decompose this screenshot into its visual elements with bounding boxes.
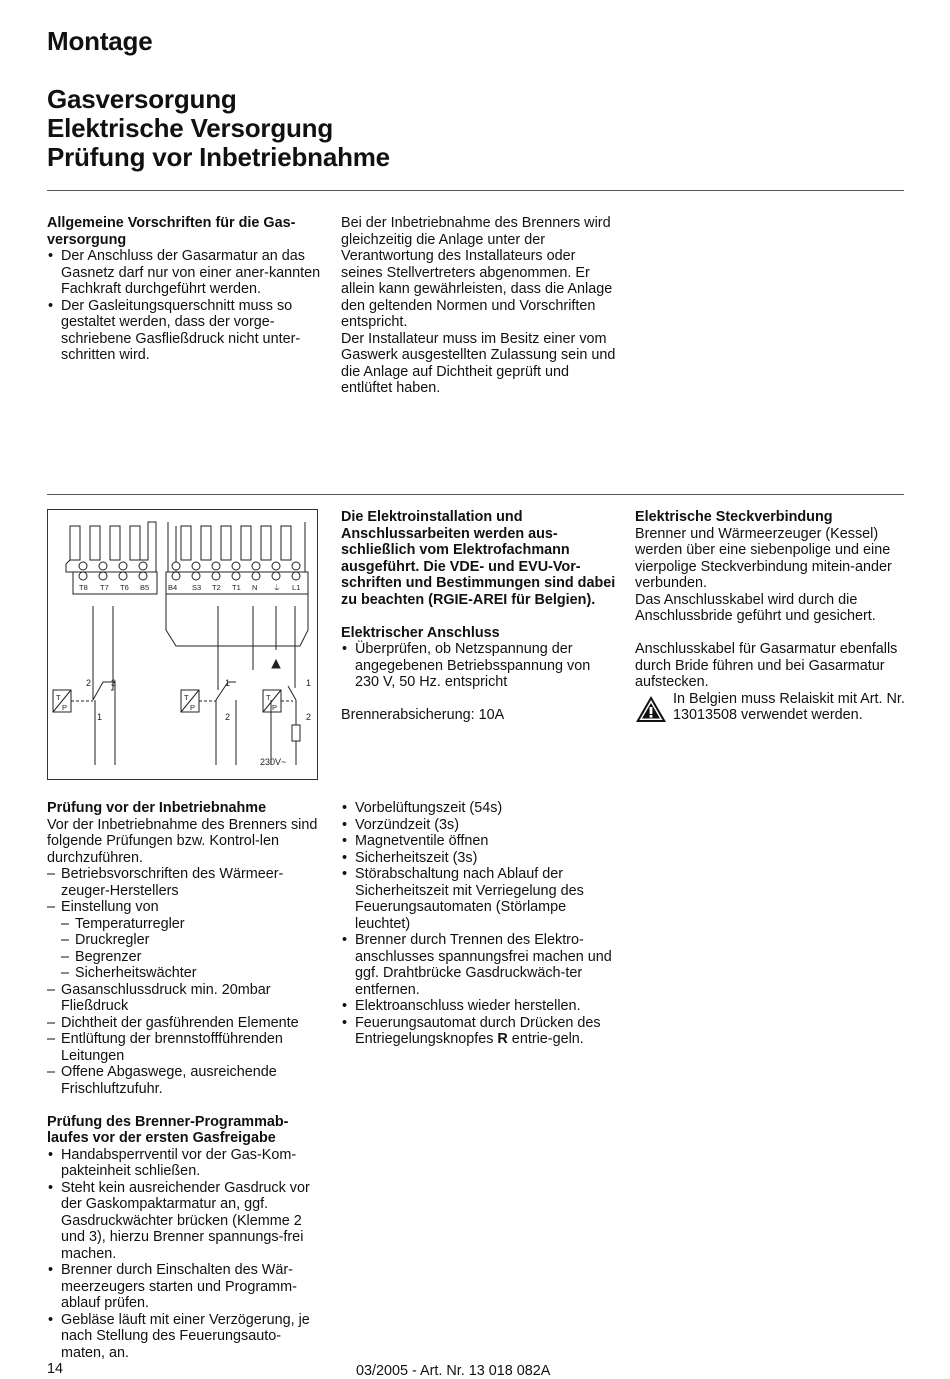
gas-rules-column [47,215,322,364]
electrical-connection-list [341,641,616,691]
reset-key-label: R [497,1031,508,1047]
divider [47,190,904,191]
inspection-heading: Prüfung vor der Inbetriebnahme [47,800,267,816]
paragraph: Brenner und Wärmeerzeuger (Kessel) werden über eine siebenpolige und eine vierpolige Steckverbindung mitein-ander verbunden. [635,525,892,591]
list-item-text: entrie-geln. [507,1031,584,1047]
terminal-label: T8 [79,583,88,592]
warning-text: In Belgien muss Relaiskit mit Art. Nr. 13013508 verwendet werden. [673,690,905,723]
gas-rules-heading: Allgemeine Vorschriften für die Gas-versorgung [47,215,296,248]
warning-icon [635,695,667,723]
list-item: – Offene Abgaswege, ausreichende Frischluftzufuhr. [47,1064,322,1097]
terminal-label: T2 [212,583,221,592]
list-item: – Begrenzer [61,949,322,966]
list-item: • Vorbelüftungszeit (54s) [341,800,616,817]
list-item: – Betriebsvorschriften des Wärmeer-zeuger-Herstellers [47,866,322,899]
wiring-diagram [47,509,318,780]
inspection-list [47,866,322,1097]
inspection-intro: Vor der Inbetriebnahme des Brenners sind folgende Prüfungen bzw. Kontrol-len durchzuführen. [47,816,318,866]
page-title-line: Gasversorgung [47,84,237,114]
list-item: • Sicherheitszeit (3s) [341,850,616,867]
list-item: • Der Anschluss der Gasarmatur an das Gasnetz darf nur von einer aner-kannten Fachkraft durchgeführt werden. [47,248,322,298]
settings-sublist [61,916,322,982]
list-item: • Überprüfen, ob Netzspannung der angegebenen Betriebsspannung von 230 V, 50 Hz. entspricht [341,641,616,691]
thermostat-icon: P [272,703,278,712]
terminal-label: B4 [168,583,178,592]
thermostat-icon: P [190,703,196,712]
plug-connection-heading: Elektrische Steckverbindung [635,509,833,525]
divider [47,494,904,495]
fuse-rating: Brennerabsicherung: 10A [341,707,505,723]
list-item: • Steht kein ausreichender Gasdruck vor der Gaskompaktarmatur an, ggf. Gasdruckwächter brücken (Klemme 2 und 3), hierzu Brenner spannungs-frei machen. [47,1180,322,1263]
wire-number: 2 [306,712,312,722]
list-item: • Magnetventile öffnen [341,833,616,850]
document-reference: 03/2005 - Art. Nr. 13 018 082A [356,1363,551,1379]
list-item: • Vorzündzeit (3s) [341,817,616,834]
list-item: • Elektroanschluss wieder herstellen. [341,998,616,1015]
list-item [341,1015,616,1048]
terminal-label: B5 [140,583,150,592]
terminal-label: T7 [100,583,109,592]
list-item: – Entlüftung der brennstoffführenden Leitungen [47,1031,322,1064]
page-title [47,85,390,172]
plug-connection-column [635,509,907,724]
terminal-label: L1 [292,583,301,592]
terminal-label: ⏚ [273,583,281,592]
page-number: 14 [47,1361,64,1377]
list-item: • Störabschaltung nach Ablauf der Sicherheitszeit mit Verriegelung des Feuerungsautomaten (Störlampe leuchtet) [341,866,616,932]
terminal-label: N [252,583,258,592]
list-item: • Gebläse läuft mit einer Verzögerung, je nach Stellung des Feuerungsauto-maten, an. [47,1312,322,1362]
wire-number: 2 [86,678,92,688]
wire-number: 3 [111,678,117,688]
list-item: – Sicherheitswächter [61,965,322,982]
terminal-label: S3 [192,583,202,592]
list-item: – Dichtheit der gasführenden Elemente [47,1015,322,1032]
list-item: • Handabsperrventil vor der Gas-Kom-pakteinheit schließen. [47,1147,322,1180]
section-title: Montage [47,26,153,56]
gas-rules-list [47,248,322,364]
warning-note [635,691,907,724]
sequence-list [341,800,616,1048]
list-item: – Druckregler [61,932,322,949]
program-check-list [47,1147,322,1362]
list-item: – Temperaturregler [61,916,322,933]
sequence-column [341,800,616,1048]
wire-number: 2 [225,712,231,722]
electrical-intro: Die Elektroinstallation und Anschlussarbeiten werden aus-schließlich vom Elektrofachmann ausgeführt. Die VDE- und EVU-Vor-schriften und Bestimmungen sind dabei zu beachten (RGIE-AREI für Belgien). [341,509,616,608]
list-item-label: Einstellung von [61,899,159,915]
inspection-column [47,800,322,1361]
list-item: • Brenner durch Einschalten des Wär-meerzeugers starten und Programm-ablauf prüfen. [47,1262,322,1312]
gas-acceptance-column [341,215,616,397]
terminal-label: T1 [232,583,241,592]
wiring-diagram-svg [48,510,317,779]
list-item: • Brenner durch Trennen des Elektro-anschlusses spannungsfrei machen und ggf. Drahtbrücke Gasdruckwäch-ter entfernen. [341,932,616,998]
thermostat-icon: T [184,693,189,702]
wire-number: 1 [306,678,312,688]
terminal-label: T6 [120,583,129,592]
program-check-heading: Prüfung des Brenner-Programmab-laufes vor der ersten Gasfreigabe [47,1113,289,1146]
voltage-label: 230V~ [260,757,287,767]
list-item-text: Feuerungsautomat durch Drücken des Entriegelungsknopfes [355,1014,601,1047]
electrical-column [341,509,616,724]
thermostat-icon: T [266,693,271,702]
thermostat-icon: P [62,703,68,712]
paragraph: Das Anschlusskabel wird durch die Anschlussbride geführt und gesichert. [635,591,876,624]
paragraph: Der Installateur muss im Besitz einer vom Gaswerk ausgestellten Zulassung sein und die Anlage auf Dichtheit geprüft und entlüftet haben. [341,330,616,396]
wire-number: 1 [97,712,103,722]
list-item [47,899,322,982]
paragraph: Bei der Inbetriebnahme des Brenners wird gleichzeitig die Anlage unter der Verantwortung des Installateurs oder seines Stellvertreters abgenommen. Er allein kann gewährleisten, dass die Anlage den geltenden Normen und Vorschriften entspricht. [341,215,613,330]
list-item: – Gasanschlussdruck min. 20mbar Fließdruck [47,982,322,1015]
electrical-connection-heading: Elektrischer Anschluss [341,624,500,641]
paragraph: Anschlusskabel für Gasarmatur ebenfalls durch Bride führen und bei Gasarmatur aufstecken. [635,641,898,690]
thermostat-icon: T [56,693,61,702]
page-title-line: Elektrische Versorgung [47,113,334,143]
wire-number: 1 [225,678,231,688]
list-item: • Der Gasleitungsquerschnitt muss so gestaltet werden, dass der vorge-schriebene Gasfließdruck nicht unter-schritten wird. [47,298,322,364]
page-title-line: Prüfung vor Inbetriebnahme [47,142,390,172]
